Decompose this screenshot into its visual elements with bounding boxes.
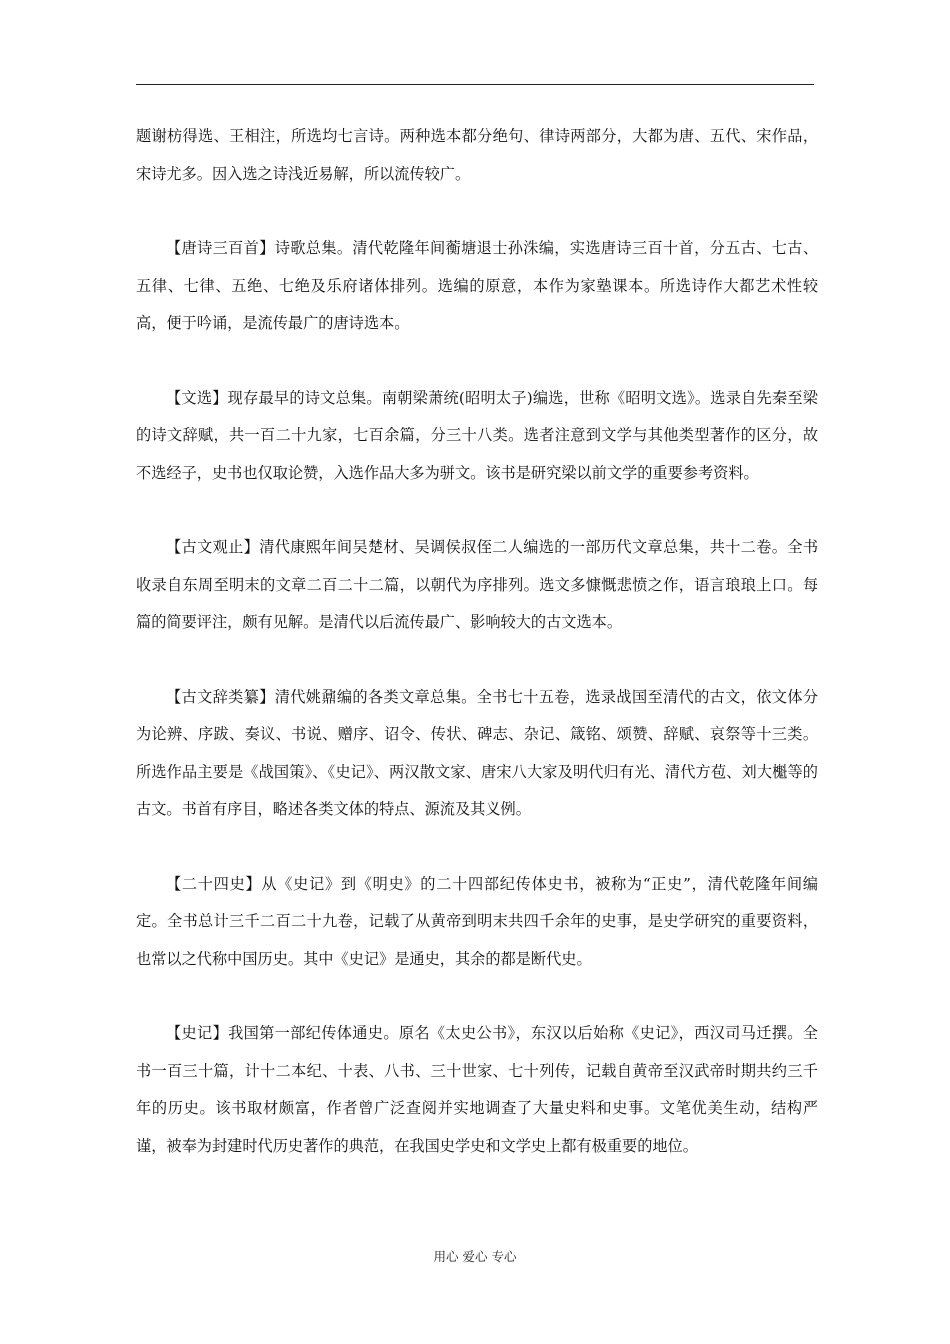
paragraph-continuation: 题谢枋得选、王相注，所选均七言诗。两种选本都分绝句、律诗两部分，大都为唐、五代、宋作品，宋诗尤多。因入选之诗浅近易解，所以流传较广。 xyxy=(136,127,818,183)
paragraph-guwen-cilei-zuan: 【古文辞类纂】清代姚鼐编的各类文章总集。全书七十五卷，选录战国至清代的古文，依文体分为论辨、序跋、奏议、书说、赠序、诏令、传状、碑志、杂记、箴铭、颂赞、辞赋、哀祭等十三类。所选作品主要是《战国策》、《史记》、两汉散文家、唐宋八大家及明代归有光、清代方苞、刘大櫆等的古文。书首有序目，略述各类文体的特点、源流及其义例。 xyxy=(136,687,818,818)
header-rule xyxy=(136,84,814,85)
page-footer: 用心 爱心 专心 xyxy=(433,1249,517,1264)
paragraph-wenxuan: 【文选】现存最早的诗文总集。南朝梁萧统(昭明太子)编选，世称《昭明文选》。选录自先秦至梁的诗文辞赋，共一百二十九家，七百余篇，分三十八类。选者注意到文学与其他类型著作的区分，故不选经子，史书也仅取论赞，入选作品大多为骈文。该书是研究梁以前文学的重要参考资料。 xyxy=(136,388,818,482)
paragraph-tangshi-sanbaishou: 【唐诗三百首】诗歌总集。清代乾隆年间蘅塘退士孙洙编，实选唐诗三百十首，分五古、七古、五律、七律、五绝、七绝及乐府诸体排列。选编的原意，本作为家塾课本。所选诗作大都艺术性较高，便于吟诵，是流传最广的唐诗选本。 xyxy=(136,239,818,332)
paragraph-ershisi-shi: 【二十四史】从《史记》到《明史》的二十四部纪传体史书，被称为“正史”，清代乾隆年间编定。全书总计三千二百二十九卷，记载了从黄帝到明末共四千余年的史事，是史学研究的重要资料，也常以之代称中国历史。其中《史记》是通史，其余的都是断代史。 xyxy=(136,874,818,968)
paragraph-guwen-guanzhi: 【古文观止】清代康熙年间吴楚材、吴调侯叔侄二人编选的一部历代文章总集，共十二卷。全书收录自东周至明末的文章二百二十二篇，以朝代为序排列。选文多慷慨悲愤之作，语言琅琅上口。每篇的简要评注，颇有见解。是清代以后流传最广、影响较大的古文选本。 xyxy=(136,538,818,631)
document-body xyxy=(136,118,818,1165)
paragraph-shiji: 【史记】我国第一部纪传体通史。原名《太史公书》，东汉以后始称《史记》，西汉司马迁撰。全书一百三十篇，计十二本纪、十表、八书、三十世家、七十列传，记载自黄帝至汉武帝时期共约三千年的历史。该书取材颇富，作者曾广泛查阅并实地调查了大量史料和史事。文笔优美生动，结构严谨，被奉为封建时代历史著作的典范，在我国史学史和文学史上都有极重要的地位。 xyxy=(136,1024,818,1155)
